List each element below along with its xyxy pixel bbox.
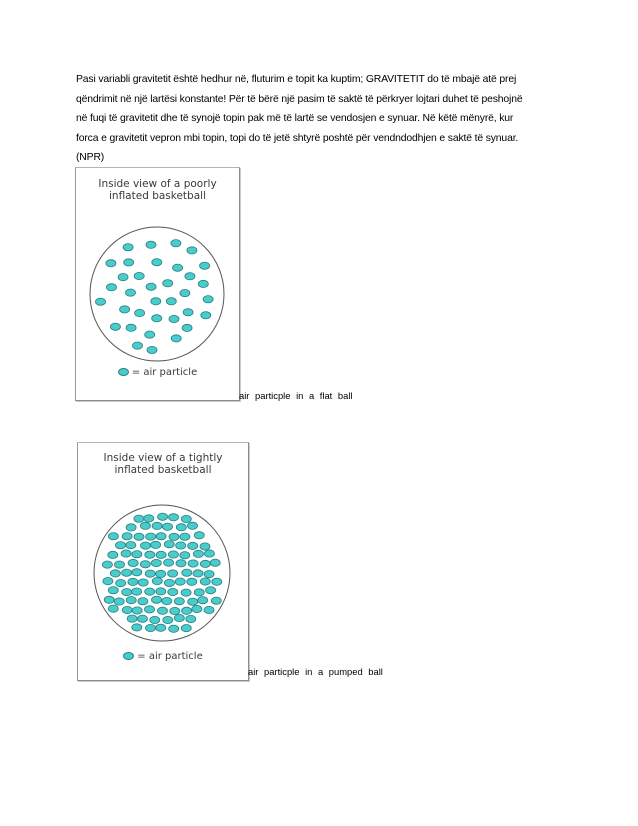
air-particle — [145, 606, 155, 613]
air-particle — [211, 597, 221, 604]
air-particle — [145, 551, 155, 558]
air-particle — [210, 559, 220, 566]
air-particle — [204, 571, 214, 578]
air-particle — [96, 298, 106, 305]
air-particle — [182, 324, 192, 331]
air-particle — [187, 578, 197, 585]
air-particle — [168, 551, 178, 558]
paragraph-line: qëndrimit në një lartësi konstante! Për të bërë një pasim të saktë të përkryer lojtari duhet të peshojnë — [76, 93, 523, 105]
air-particle — [180, 552, 190, 559]
air-particle — [156, 570, 166, 577]
air-particle — [126, 289, 136, 296]
air-particle — [163, 616, 173, 623]
air-particle — [169, 514, 179, 521]
air-particle — [104, 596, 114, 603]
air-particle — [152, 596, 162, 603]
air-particle — [128, 559, 138, 566]
legend-label: = air particle — [137, 651, 203, 662]
air-particle — [146, 283, 156, 290]
air-particle-icon — [123, 652, 134, 660]
air-particle — [133, 342, 143, 349]
air-particle — [176, 542, 186, 549]
air-particle — [126, 324, 136, 331]
air-particle — [187, 247, 197, 254]
air-particle — [138, 579, 148, 586]
air-particle — [169, 533, 179, 540]
air-particle — [200, 578, 210, 585]
air-particle — [126, 524, 136, 531]
air-particle — [194, 532, 204, 539]
air-particle — [171, 335, 181, 342]
air-particle — [121, 550, 131, 557]
air-particle — [168, 570, 178, 577]
air-particle — [134, 533, 144, 540]
tightly-inflated-ball-figure — [77, 442, 249, 681]
air-particle — [147, 346, 157, 353]
air-particle — [176, 524, 186, 531]
air-particle — [124, 259, 134, 266]
air-particle — [194, 589, 204, 596]
paragraph-line: Pasi variabli gravitetit është hedhur në, fluturim e topit ka kuptim; GRAVITETIT do të mbajë atë prej — [76, 74, 517, 85]
air-particle — [186, 615, 196, 622]
poorly-inflated-ball-figure — [75, 167, 240, 401]
figure-caption: air particple in a pumped ball — [248, 666, 383, 677]
air-particle — [198, 280, 208, 287]
air-particle — [156, 624, 166, 631]
air-particle — [182, 607, 192, 614]
air-particle — [138, 615, 148, 622]
figure-title-line: inflated basketball — [109, 190, 206, 202]
air-particle — [174, 614, 184, 621]
air-particle — [201, 312, 211, 319]
air-particle — [140, 561, 150, 568]
air-particle — [181, 625, 191, 632]
figure-title-line: Inside view of a poorly — [98, 178, 217, 190]
air-particle — [204, 550, 214, 557]
air-particle — [141, 542, 151, 549]
air-particle — [206, 587, 216, 594]
figure-title-line: inflated basketball — [114, 464, 212, 476]
air-particle — [132, 551, 142, 558]
air-particle — [152, 522, 162, 529]
air-particles — [102, 513, 221, 632]
air-particle — [200, 543, 210, 550]
air-particle — [118, 274, 128, 281]
air-particle — [198, 597, 208, 604]
air-particle — [212, 578, 222, 585]
air-particle — [192, 605, 202, 612]
air-particle — [188, 598, 198, 605]
air-particle — [204, 606, 214, 613]
air-particle — [132, 569, 142, 576]
air-particle — [120, 306, 130, 313]
air-particle — [146, 624, 156, 631]
air-particle — [135, 309, 145, 316]
air-particle — [171, 240, 181, 247]
figure-caption: air particple in a flat ball — [239, 390, 353, 401]
air-particle — [102, 561, 112, 568]
air-particle — [162, 597, 172, 604]
legend — [78, 651, 248, 662]
air-particle — [127, 615, 137, 622]
air-particle — [183, 309, 193, 316]
air-particle-icon — [118, 368, 129, 376]
paragraph-line: forca e gravitetit vepron mbi topin, topi do të jetë shtyrë poshtë për vendndodhjen e saktë të synuar. — [76, 132, 519, 144]
air-particle — [122, 569, 132, 576]
air-particle — [144, 515, 154, 522]
air-particle — [152, 315, 162, 322]
air-particle — [108, 605, 118, 612]
air-particle — [175, 578, 185, 585]
air-particle — [146, 241, 156, 248]
legend-label: = air particle — [131, 367, 198, 378]
air-particle — [170, 607, 180, 614]
air-particle — [132, 588, 142, 595]
air-particle — [169, 625, 179, 632]
air-particle — [145, 331, 155, 338]
air-particle — [145, 570, 155, 577]
air-particle — [173, 264, 183, 271]
air-particle — [203, 296, 213, 303]
ball-outline — [90, 227, 224, 361]
air-particle — [188, 522, 198, 529]
air-particle — [122, 589, 132, 596]
air-particle — [188, 542, 198, 549]
air-particle — [115, 561, 125, 568]
air-particle — [103, 578, 113, 585]
air-particle — [163, 280, 173, 287]
air-particle — [145, 588, 155, 595]
air-particle — [158, 513, 168, 520]
air-particle — [193, 550, 203, 557]
air-particle — [200, 262, 210, 269]
air-particle — [116, 580, 126, 587]
air-particles — [96, 240, 214, 354]
air-particle — [200, 560, 210, 567]
air-particle — [114, 598, 124, 605]
legend — [76, 367, 239, 378]
figure-title — [76, 178, 239, 202]
air-particle — [152, 259, 162, 266]
air-particle — [188, 560, 198, 567]
air-particle — [166, 298, 176, 305]
air-particle — [122, 606, 132, 613]
air-particle — [180, 533, 190, 540]
air-particle — [164, 579, 174, 586]
air-particle — [163, 523, 173, 530]
air-particle — [140, 522, 150, 529]
air-particle — [182, 569, 192, 576]
ball-diagram — [78, 443, 248, 680]
figure-title-line: Inside view of a tightly — [103, 452, 223, 464]
air-particle — [164, 541, 174, 548]
air-particle — [106, 260, 116, 267]
air-particle — [110, 570, 120, 577]
air-particle — [151, 559, 161, 566]
figure-title — [78, 452, 248, 476]
air-particle — [116, 542, 126, 549]
air-particle — [150, 616, 160, 623]
air-particle — [180, 290, 190, 297]
air-particle — [134, 272, 144, 279]
air-particle — [181, 589, 191, 596]
air-particle — [123, 244, 133, 251]
air-particle — [164, 559, 174, 566]
air-particle — [138, 598, 148, 605]
air-particle — [132, 624, 142, 631]
air-particle — [108, 533, 118, 540]
air-particle — [156, 551, 166, 558]
ball-diagram — [76, 168, 239, 400]
air-particle — [128, 578, 138, 585]
paragraph-line: (NPR) — [76, 152, 105, 164]
air-particle — [168, 588, 178, 595]
air-particle — [156, 533, 166, 540]
air-particle — [152, 577, 162, 584]
air-particle — [176, 560, 186, 567]
air-particle — [158, 607, 168, 614]
air-particle — [146, 533, 156, 540]
air-particle — [107, 284, 117, 291]
air-particle — [126, 597, 136, 604]
air-particle — [185, 273, 195, 280]
air-particle — [132, 607, 142, 614]
air-particle — [110, 323, 120, 330]
air-particle — [174, 598, 184, 605]
air-particle — [108, 587, 118, 594]
air-particle — [151, 541, 161, 548]
paragraph-line: në fuqi të gravitetit dhe të synojë topin pak më të lartë se vendosjen e synuar. Në këtë mënyrë, kur — [76, 113, 514, 125]
body-paragraph — [76, 70, 568, 168]
air-particle — [169, 315, 179, 322]
air-particle — [108, 551, 118, 558]
air-particle — [181, 515, 191, 522]
air-particle — [126, 542, 136, 549]
air-particle — [193, 570, 203, 577]
air-particle — [134, 515, 144, 522]
air-particle — [156, 588, 166, 595]
air-particle — [151, 298, 161, 305]
air-particle — [122, 533, 132, 540]
